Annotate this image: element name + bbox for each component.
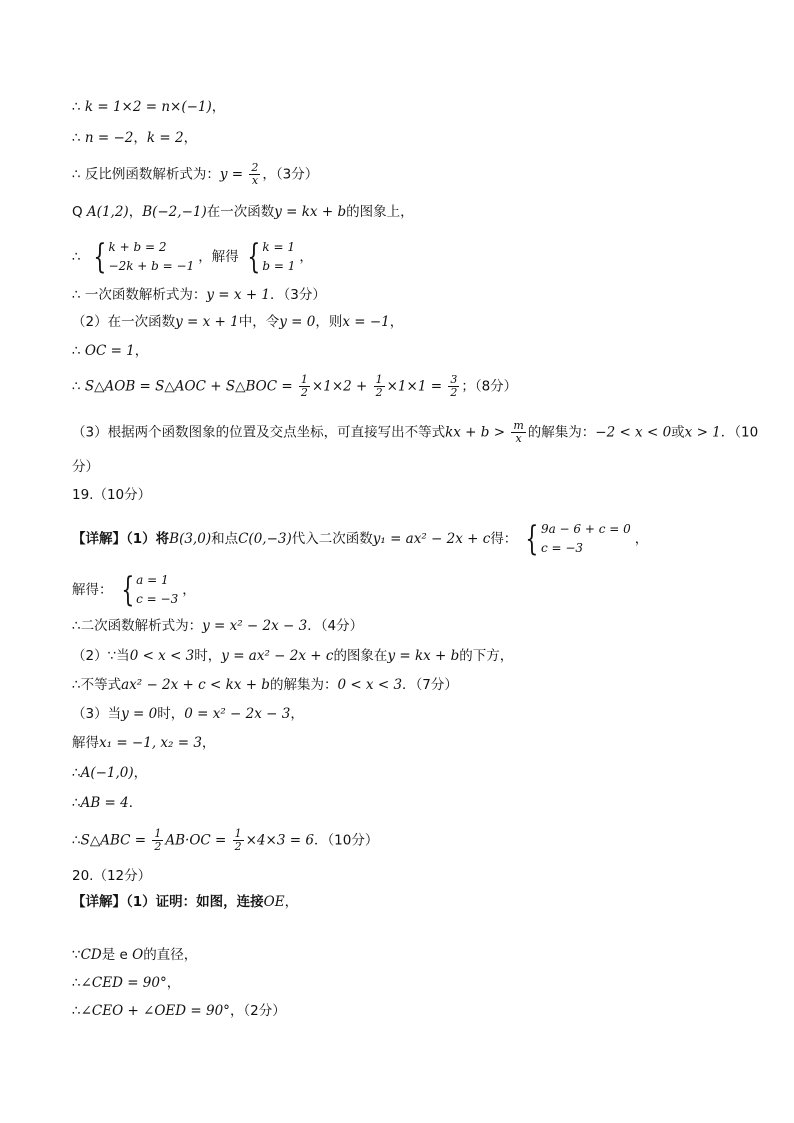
- question-heading: 19.（10分）: [72, 487, 152, 503]
- fraction: $\frac{3}{2}$: [450, 373, 458, 399]
- fraction: $\frac{m}{x}$: [513, 419, 524, 445]
- fraction: $\frac{1}{2}$: [154, 827, 162, 853]
- fraction: $\frac{2}{x}$: [251, 161, 259, 187]
- equation-system: { k + b = 2 −2k + b = −1: [93, 237, 195, 277]
- solution-line: Q A(1,2)，B(−2,−1)在一次函数y = kx + b的图象上，: [72, 204, 414, 220]
- solution-line: 解得： { a = 1 c = −3 ，: [72, 570, 196, 610]
- equation-system: { 9a − 6 + c = 0 c = −3: [525, 519, 631, 559]
- question-heading: 20.（12分）: [72, 868, 152, 884]
- solution-line: ∴ 一次函数解析式为：y = x + 1．（3分）: [72, 287, 326, 303]
- solution-line: 【详解】（1）证明：如图，连接OE，: [72, 894, 299, 910]
- solution-line: ∴AB = 4．: [72, 795, 143, 811]
- fraction: $\frac{1}{2}$: [234, 827, 242, 853]
- solution-line: ∵CD是 e O的直径，: [72, 947, 198, 963]
- solution-line: ∴二次函数解析式为：y = x² − 2x − 3．（4分）: [72, 618, 364, 634]
- fraction: $\frac{1}{2}$: [375, 373, 383, 399]
- equation-system: { a = 1 c = −3: [120, 570, 179, 610]
- solution-line: ∴∠CEO + ∠OED = 90°，（2分）: [72, 1003, 286, 1019]
- fraction: $\frac{1}{2}$: [300, 373, 308, 399]
- solution-line: ∴A(−1,0)，: [72, 765, 148, 781]
- solution-line: ∴∠CED = 90°，: [72, 975, 181, 991]
- solution-line: 【详解】（1）将B(3,0)和点C(0,−3)代入二次函数y₁ = ax² − 2x + c得： { 9a − 6 + c = 0 c = −3 ，: [72, 519, 649, 559]
- solution-line: ∴ OC = 1，: [72, 343, 149, 359]
- solution-line: （2）在一次函数y = x + 1中，令y = 0，则x = −1，: [72, 314, 404, 330]
- solution-line: 解得x₁ = −1, x₂ = 3，: [72, 735, 216, 751]
- solution-line: ∴ { k + b = 2 −2k + b = −1 ，解得 { k = 1 b = 1 ，: [72, 237, 313, 277]
- solution-line: ∴ 反比例函数解析式为：y = $\frac{2}{x}$ ，（3分）: [72, 161, 319, 187]
- solution-line: ∴S△ABC = $\frac{1}{2}$ AB·OC = $\frac{1}{2}$ ×4×3 = 6．（10分）: [72, 827, 379, 853]
- solution-line: ∴ n = −2，k = 2，: [72, 130, 198, 146]
- solution-line: ∴ S△AOB = S△AOC + S△BOC = $\frac{1}{2}$ ×1×2 + $\frac{1}{2}$ ×1×1 = $\frac{3}{2}$ ；（8分）: [72, 373, 518, 399]
- solution-line: ∴不等式ax² − 2x + c < kx + b的解集为：0 < x < 3．（7分）: [72, 677, 458, 693]
- solution-line: （2）∵当0 < x < 3时，y = ax² − 2x + c的图象在y = kx + b的下方，: [72, 648, 514, 664]
- solution-line: （3）当y = 0时，0 = x² − 2x − 3，: [72, 706, 304, 722]
- equation-system: { k = 1 b = 1: [247, 237, 296, 277]
- solution-line: ∴ k = 1×2 = n×(−1)，: [72, 99, 226, 115]
- solution-line: （3）根据两个函数图象的位置及交点坐标，可直接写出不等式kx + b > $\frac{m}{x}$ 的解集为：−2 < x < 0或x > 1．（10: [72, 419, 759, 445]
- solution-line: 分）: [72, 459, 99, 475]
